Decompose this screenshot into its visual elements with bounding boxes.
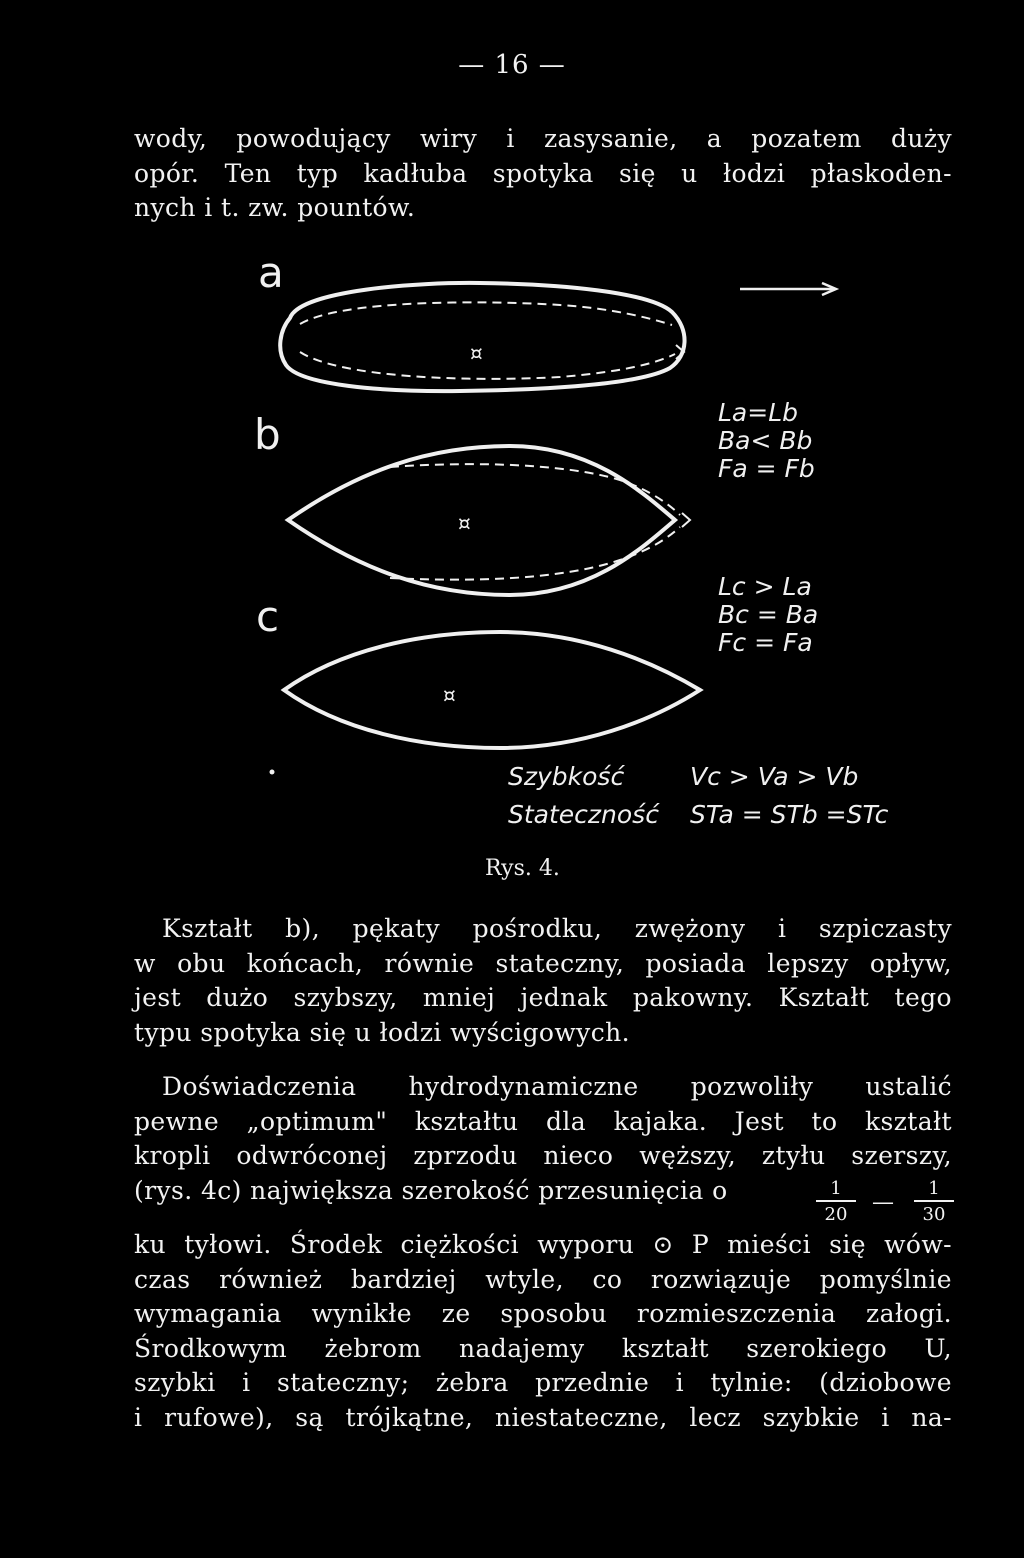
text-line: ku tyłowi. Środek ciężkości wyporu ⊙ P mieści się wów- [134, 1230, 952, 1259]
text-line: pewne „optimum" kształtu dla kajaka. Jest to kształt [134, 1106, 952, 1136]
text-line: (rys. 4c) największa szerokość przesunięcia o [134, 1175, 728, 1205]
text-line: opór. Ten typ kadłuba spotyka się u łodzi płaskoden- [134, 158, 952, 188]
speed-relation: Vc > Va > Vb [690, 762, 859, 791]
text-line: jest dużo szybszy, mniej jednak pakowny. Kształt tego [134, 983, 952, 1013]
text-line: w obu końcach, równie stateczny, posiada lepszy opływ, [134, 948, 952, 978]
relation-area-c: Fc = Fa [718, 628, 813, 657]
relation-length-ab: La=Lb [718, 398, 798, 427]
fraction-one-thirtieth [914, 1178, 954, 1228]
text-line: wody, powodujący wiry i zasysanie, a pozatem duży [134, 124, 952, 153]
stability-label: Stateczność [508, 800, 659, 829]
text-line: Doświadczenia hydrodynamiczne pozwoliły ustalić [162, 1072, 952, 1101]
fraction-separator: — [872, 1190, 894, 1215]
relation-length-c: Lc > La [718, 572, 812, 601]
text-line: szybki i stateczny; żebra przednie i tylnie: (dziobowe [134, 1368, 952, 1398]
svg-text:¤: ¤ [470, 341, 483, 365]
fraction-denominator: 30 [922, 1204, 946, 1225]
text-line: czas również bardziej wtyle, co rozwiązuje pomyślnie [134, 1264, 952, 1294]
text-line: Środkowym żebrom nadajemy kształt szerokiego U, [134, 1333, 952, 1363]
label-c: c [256, 592, 280, 641]
fraction-one-twentieth [816, 1178, 856, 1228]
fraction-numerator: 1 [816, 1178, 856, 1202]
stability-relation: STa = STb =STc [690, 800, 889, 829]
stray-mark [270, 770, 275, 775]
fraction-denominator: 20 [824, 1204, 848, 1225]
text-line: nych i t. zw. pountów. [134, 193, 416, 223]
label-b: b [254, 410, 281, 459]
svg-text:¤: ¤ [443, 683, 456, 707]
text-line: typu spotyka się u łodzi wyścigowych. [134, 1017, 630, 1047]
fraction-numerator: 1 [914, 1178, 954, 1202]
text-line: kropli odwróconej zprzodu nieco węższy, ztyłu szerszy, [134, 1141, 952, 1171]
relation-beam-ab: Ba< Bb [718, 426, 813, 455]
direction-arrow [740, 283, 836, 295]
paragraph-shape-b [134, 912, 952, 1050]
text-line: Kształt b), pękaty pośrodku, zwężony i szpiczasty [162, 914, 952, 943]
relation-area-ab: Fa = Fb [718, 454, 815, 483]
paragraph-center-of-buoyancy [134, 1228, 952, 1436]
figure-caption: Rys. 4. [485, 856, 560, 881]
text-line: i rufowe), są trójkątne, niestateczne, lecz szybkie i na- [134, 1402, 952, 1432]
text-line: wymagania wynikłe ze sposobu rozmieszczenia załogi. [134, 1299, 952, 1329]
page-number: — 16 — [458, 50, 566, 80]
svg-text:¤: ¤ [458, 511, 471, 535]
label-a: a [258, 248, 284, 297]
speed-label: Szybkość [508, 762, 625, 791]
hull-a-shape [280, 283, 684, 391]
hull-b-shape [288, 446, 690, 595]
hull-c-shape [284, 632, 700, 748]
relation-beam-c: Bc = Ba [718, 600, 819, 629]
